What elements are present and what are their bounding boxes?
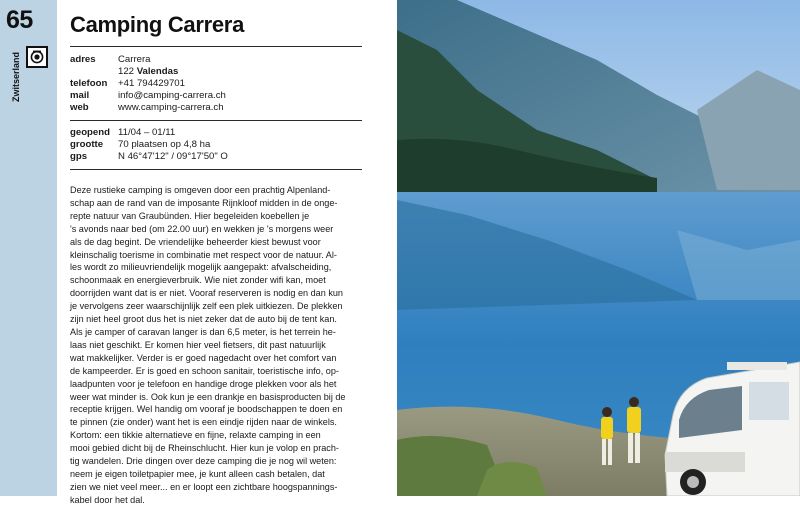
description-line: als de dag begint. De vriendelijke beheerder kiest bewust voor [70,236,321,247]
description-line: te pinnen (zie onder) want het is een eindje rijden naar de winkels. [70,417,337,428]
locality-value [118,66,178,78]
description-line: kleinschalig toerisme in combinatie met respect voor de natuur. Al- [70,249,337,260]
mail-value: info@camping-carrera.ch [118,90,226,101]
town-name: Valendas [136,66,179,77]
description-line: schap aan de rand van de imposante Rijnkloof midden in de onge- [70,197,338,208]
web-value: www.camping-carrera.ch [118,102,224,113]
description-line: laas niet geschikt. Er komen hier veel fietsers, dit past natuurlijk [70,339,326,350]
phone-label: telefoon [70,78,108,89]
gps-label: gps [70,151,88,162]
description-line: doorrijden want dat is er niet. Vooraf reserveren is nodig en dan kun [70,288,343,299]
description-line: Deze rustieke camping is omgeven door een prachtig Alpenland- [70,185,331,195]
postal-code: 122 [118,66,137,77]
page-title: Camping Carrera [70,12,245,37]
description-line: les wordt zo milieuvriendelijk mogelijk aangepakt: afvalscheiding, [70,262,332,273]
description-line: Kortom: een tikkie alternatieve en fijne, relaxte camping in een [70,430,321,441]
description-line: receptie krijgen. Wel handig om vooraf je boodschappen te doen en [70,404,343,415]
page-number: 65 [6,6,33,34]
size-value: 70 plaatsen op 4,8 ha [118,139,211,150]
description-line: 's avonds naar bed (om 22.00 uur) en wekken je 's morgens weer [70,223,334,234]
open-value: 11/04 – 01/11 [118,127,176,138]
open-label: geopend [70,127,110,138]
address-label: adres [70,54,96,65]
description-line: kabel door het dal. [70,494,145,505]
description [70,184,362,507]
photo-illustration [397,0,800,496]
description-line: zijn niet heel groot dus het is niet zeker dat de auto bij de tent kan. [70,314,337,325]
description-line: wat makkelijker. Verder is er goed nagedacht over het comfort van [70,352,337,363]
contact-divider [70,120,362,121]
size-label: grootte [70,139,104,150]
title-divider [70,46,362,47]
details-divider [70,169,362,170]
description-line: de kampeerder. Er is goed en schoon sanitair, toeristische info, op- [70,365,339,376]
gps-value: N 46°47'12" / 09°17'50" O [118,151,228,162]
description-line: tig wandelen. Drie dingen over deze camping die je nog wil weten: [70,456,337,467]
description-line: laadpunten voor je telefoon en handige droge plekken voor als het [70,378,337,389]
description-line: weer wat minder is. Ook kun je een drankje en basisproducten bij de [70,391,346,402]
description-line: je vervolgens zeer waarschijnlijk zelf een plek uitkiezen. De plekken [70,301,343,312]
sidebar [0,0,57,496]
mail-label: mail [70,90,90,101]
lake-campervan-photo [397,0,800,496]
phone-value: +41 794429701 [118,78,185,89]
description-line: mooi gebied dicht bij de Rheinschlucht. Hier kun je volop en prach- [70,443,339,454]
web-label: web [70,102,89,113]
description-line: Als je camper of caravan langer is dan 6,5 meter, is het terrein he- [70,326,336,337]
description-line: repte natuur van Graubünden. Hier begeleiden koebellen je [70,210,310,221]
address-value: Carrera [118,54,151,65]
description-line: neem je eigen toiletpapier mee, je kunt alleen cash betalen, dat [70,468,325,479]
campsite-symbol-icon [26,46,48,68]
country-text: Zwitserland [11,51,21,102]
country-label [11,46,25,102]
description-line: schoonmaak en energieverbruik. Wie niet zonder wifi kan, moet [70,275,326,286]
description-line: zien we niet veel meer... en er loopt een zichtbare hoogspannings- [70,481,338,492]
